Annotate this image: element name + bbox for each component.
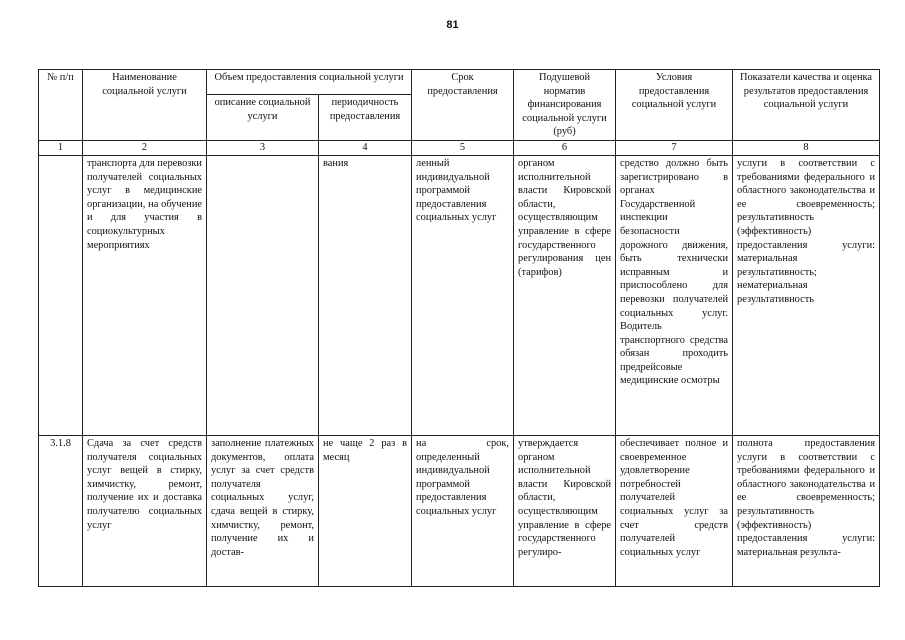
column-number: 1 xyxy=(39,140,83,155)
column-number: 6 xyxy=(514,140,616,155)
column-number: 3 xyxy=(207,140,319,155)
conditions-cell: средство должно быть зарегистрировано в органах Государственной инспекции безопасности дорожного движения, быть технически исправным и приспособлено для перевозки получателей социальных услуг. Водитель транспортного средства обязан проходить предрейсовые медицинские осмотры xyxy=(616,155,733,435)
column-number: 5 xyxy=(412,140,514,155)
service-name-cell: Сдача за счет средств получателя социальных услуг вещей в стирку, химчистку, ремонт, получение их и доставка получателю социальных услуг xyxy=(83,435,207,586)
header-service-name: Наименование социальной услуги xyxy=(83,70,207,141)
header-financing-norm: Подушевой норматив финансирования социальной услуги (руб) xyxy=(514,70,616,141)
header-no: № п/п xyxy=(39,70,83,141)
financing-norm-cell: органом исполнительной власти Кировской области, осуществляющим управление в сфере государственного регулирования цен (тарифов) xyxy=(514,155,616,435)
column-number: 8 xyxy=(733,140,880,155)
header-conditions: Условия предоставления социальной услуги xyxy=(616,70,733,141)
conditions-cell: обеспечивает полное и своевременное удовлетворение потребностей получателей социальных услуг за счет средств получателей социальных услуг xyxy=(616,435,733,586)
page-number: 81 xyxy=(446,19,459,31)
service-description-cell: заполнение платежных документов, оплата услуг за счет средств получателя социальных услуг, сдача вещей в стирку, химчистку, ремонт, получение их и достав- xyxy=(207,435,319,586)
quality-cell: услуги в соответствии с требованиями федерального и областного законодательства и ее своевременность; результативность (эффективность) предоставления услуги: материальная результативность; нематериальная результативность xyxy=(733,155,880,435)
term-cell: ленный индивидуальной программой предоставления социальных услуг xyxy=(412,155,514,435)
column-number: 2 xyxy=(83,140,207,155)
term-cell: на срок, определенный индивидуальной программой предоставления социальных услуг xyxy=(412,435,514,586)
row-number xyxy=(39,155,83,435)
column-number-row xyxy=(39,140,880,155)
header-quality: Показатели качества и оценка результатов предоставления социальной услуги xyxy=(733,70,880,141)
row-number: 3.1.8 xyxy=(39,435,83,586)
table-row xyxy=(39,435,880,586)
header-term: Срок предоставления xyxy=(412,70,514,141)
table-row xyxy=(39,155,880,435)
quality-cell: полнота предоставления услуги в соответствии с требованиями федерального и областного законодательства и ее своевременность; результативность (эффективность) предоставления услуги: материальная результа- xyxy=(733,435,880,586)
service-name-cell: транспорта для перевозки получателей социальных услуг в медицинские организации, на обучение и для участия в социокультурных мероприятиях xyxy=(83,155,207,435)
header-volume: Объем предоставления социальной услуги xyxy=(207,70,412,95)
column-number: 4 xyxy=(319,140,412,155)
service-description-cell xyxy=(207,155,319,435)
table-header-row xyxy=(39,70,880,95)
frequency-cell: вания xyxy=(319,155,412,435)
frequency-cell: не чаще 2 раз в месяц xyxy=(319,435,412,586)
header-volume-frequency: периодичность предоставления xyxy=(319,95,412,141)
header-volume-description: описание социальной услуги xyxy=(207,95,319,141)
financing-norm-cell: утверждается органом исполнительной власти Кировской области, осуществляющим управление в сфере государственного регулиро- xyxy=(514,435,616,586)
social-services-table xyxy=(38,69,880,587)
column-number: 7 xyxy=(616,140,733,155)
